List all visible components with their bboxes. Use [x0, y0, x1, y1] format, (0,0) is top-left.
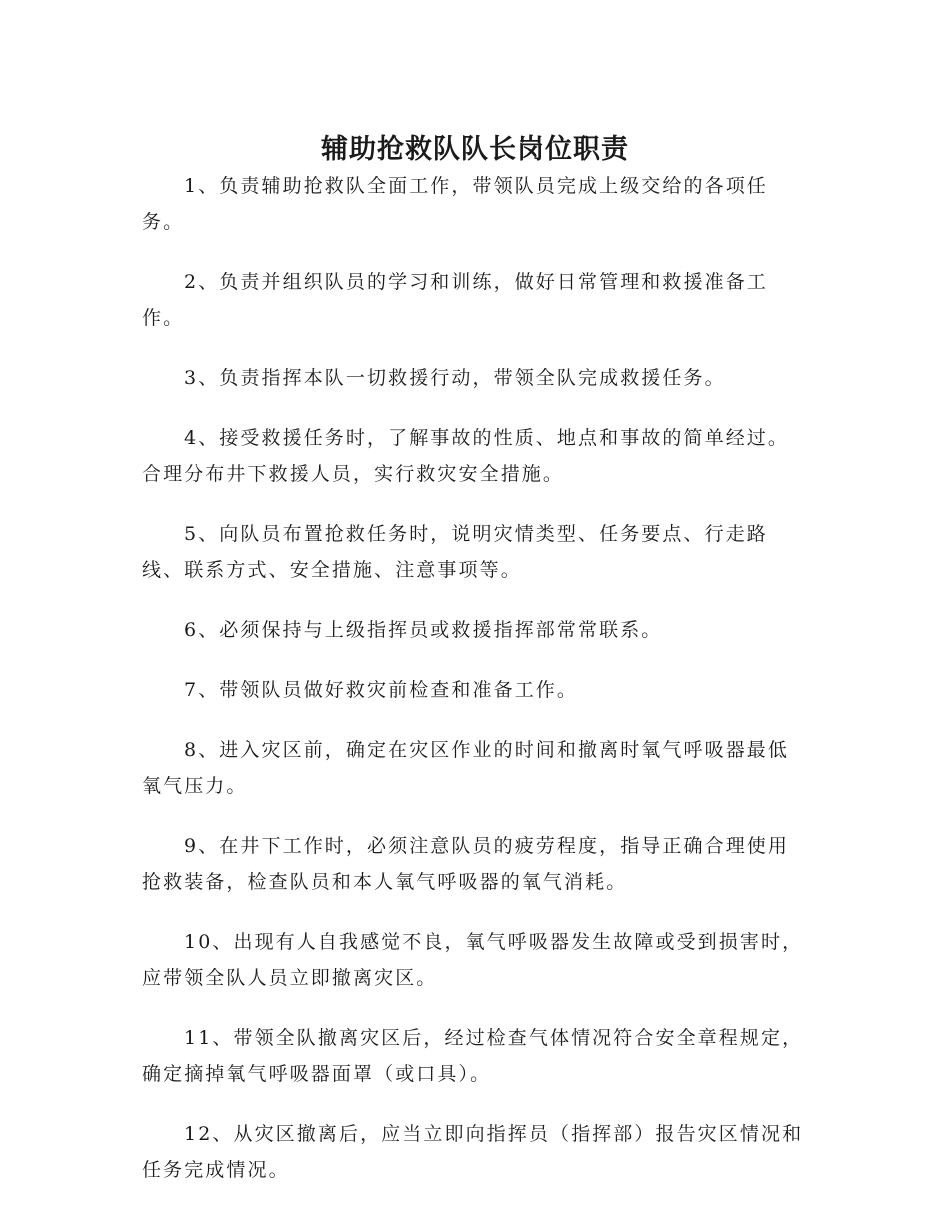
duty-item-12: 12、从灾区撤离后，应当立即向指挥员（指挥部）报告灾区情况和任务完成情况。 — [142, 1123, 804, 1181]
duty-item-9: 9、在井下工作时，必须注意队员的疲劳程度，指导正确合理使用抢救装备，检查队员和本人氧气呼吸器的氧气消耗。 — [142, 835, 789, 893]
duty-item-4: 4、接受救援任务时，了解事故的性质、地点和事故的简单经过。合理分布井下救援人员，实行救灾安全措施。 — [142, 427, 789, 485]
duty-item-11: 11、带领全队撤离灾区后，经过检查气体情况符合安全章程规定，确定摘掉氧气呼吸器面罩（或口具）。 — [142, 1027, 804, 1085]
document-title: 辅助抢救队队长岗位职责 — [321, 134, 629, 166]
duty-item-10: 10、出现有人自我感觉不良，氧气呼吸器发生故障或受到损害时，应带领全队人员立即撤离灾区。 — [142, 931, 804, 989]
duty-item-3: 3、负责指挥本队一切救援行动，带领全队完成救援任务。 — [184, 367, 726, 389]
duty-item-1: 1、负责辅助抢救队全面工作，带领队员完成上级交给的各项任务。 — [142, 175, 768, 233]
duty-item-8: 8、进入灾区前，确定在灾区作业的时间和撤离时氧气呼吸器最低氧气压力。 — [142, 739, 789, 797]
duty-item-5: 5、向队员布置抢救任务时，说明灾情类型、任务要点、行走路线、联系方式、安全措施、注意事项等。 — [142, 523, 768, 581]
duty-item-7: 7、带领队员做好救灾前检查和准备工作。 — [184, 679, 578, 701]
duty-list — [142, 168, 810, 1212]
duty-item-2: 2、负责并组织队员的学习和训练，做好日常管理和救援准备工作。 — [142, 271, 768, 329]
duty-item-6: 6、必须保持与上级指挥员或救援指挥部常常联系。 — [184, 619, 663, 641]
